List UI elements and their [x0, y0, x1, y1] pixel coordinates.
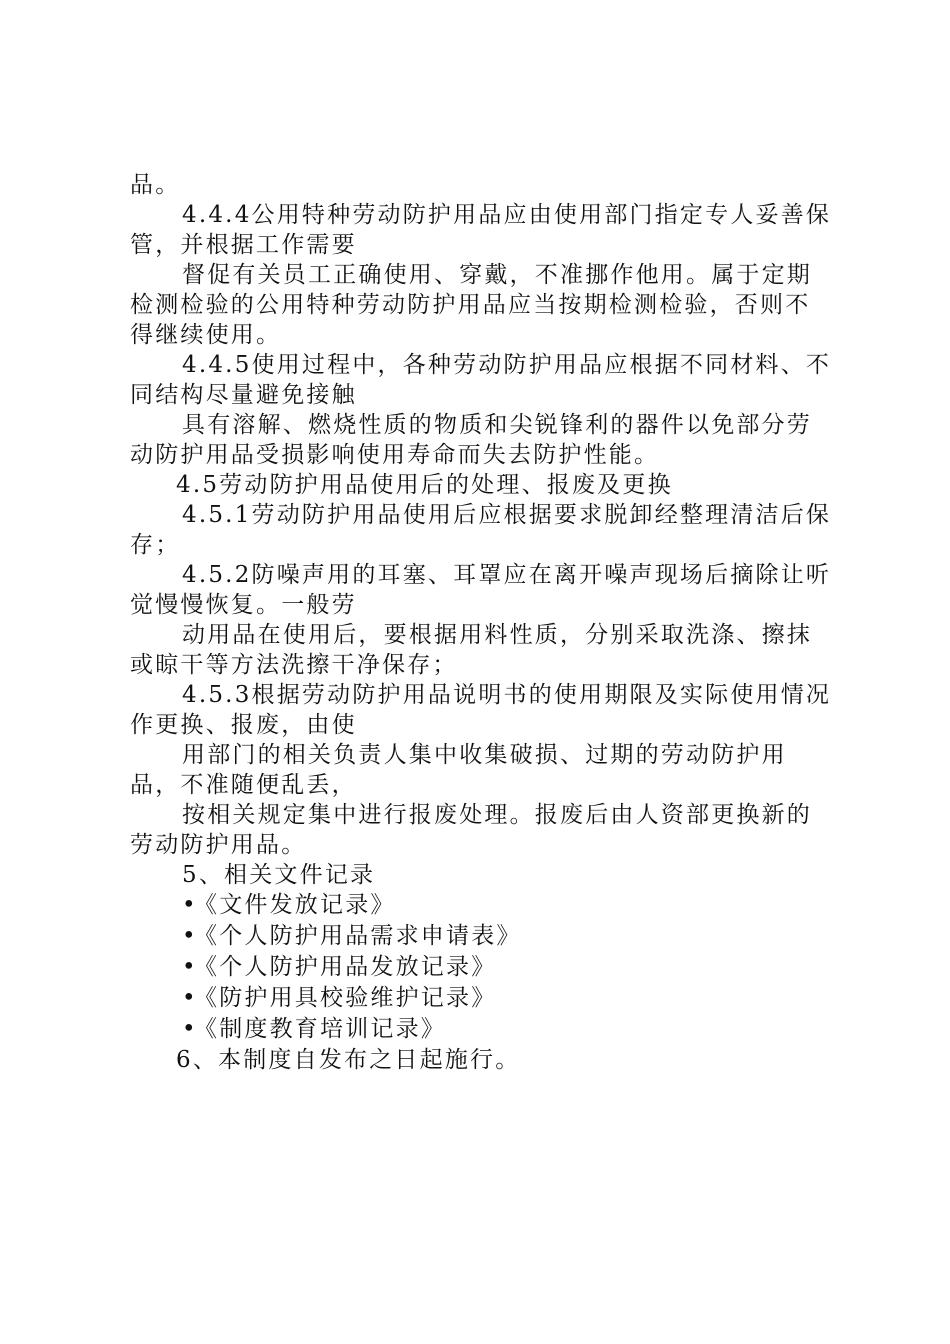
paragraph-4-4-5: 4.4.5使用过程中，各种劳动防护用品应根据不同材料、不同结构尽量避免接触	[130, 352, 832, 408]
paragraph-4-5-1: 4.5.1劳动防护用品使用后应根据要求脱卸经整理清洁后保存；	[130, 502, 832, 558]
bullet-dot: •	[182, 923, 198, 949]
document-page	[130, 170, 835, 1075]
paragraph-4-4-4-cont: 督促有关员工正确使用、穿戴，不准挪作他用。属于定期检测检验的公用特种劳动防护用品应当按期检测检验，否则不得继续使用。	[130, 262, 812, 348]
section-heading-4-5: 4.5劳动防护用品使用后的处理、报废及更换	[176, 472, 673, 498]
list-item-label: 《文件发放记录》	[194, 892, 396, 918]
bullet-dot: •	[182, 954, 198, 980]
bullet-dot: •	[182, 985, 198, 1011]
bullet-dot: •	[182, 892, 198, 918]
list-item	[130, 952, 835, 983]
bullet-dot: •	[182, 1016, 198, 1042]
list-item	[130, 1014, 835, 1045]
records-list	[130, 890, 835, 1045]
paragraph-4-4-5-cont: 具有溶解、燃烧性质的物质和尖锐锋利的器件以免部分劳动防护用品受损影响使用寿命而失去防护性能。	[130, 412, 812, 468]
paragraph-4-5-2-cont: 动用品在使用后，要根据用料性质，分别采取洗涤、擦抹或晾干等方法洗擦干净保存；	[130, 622, 812, 678]
section-heading-5: 5、相关文件记录	[182, 862, 376, 888]
paragraph-4-5-3: 4.5.3根据劳动防护用品说明书的使用期限及实际使用情况作更换、报废，由使	[130, 682, 832, 738]
list-item	[130, 983, 835, 1014]
paragraph-4-5-3-cont: 用部门的相关负责人集中收集破损、过期的劳动防护用品，不准随便乱丢，	[130, 742, 787, 798]
closing-statement: 6、本制度自发布之日起施行。	[176, 1047, 521, 1073]
list-item-label: 《个人防护用品需求申请表》	[194, 923, 522, 949]
list-item-label: 《防护用具校验维护记录》	[194, 985, 497, 1011]
list-item-label: 《制度教育培训记录》	[194, 1016, 446, 1042]
paragraph-4-5-3-end: 按相关规定集中进行报废处理。报废后由人资部更换新的劳动防护用品。	[130, 802, 812, 858]
list-item	[130, 921, 835, 952]
paragraph-4-5-2: 4.5.2防噪声用的耳塞、耳罩应在离开噪声现场后摘除让听觉慢慢恢复。一般劳	[130, 562, 832, 618]
paragraph-continuation: 品。	[130, 172, 181, 198]
list-item	[130, 890, 835, 921]
paragraph-4-4-4: 4.4.4公用特种劳动防护用品应由使用部门指定专人妥善保管，并根据工作需要	[130, 202, 832, 258]
list-item-label: 《个人防护用品发放记录》	[194, 954, 497, 980]
